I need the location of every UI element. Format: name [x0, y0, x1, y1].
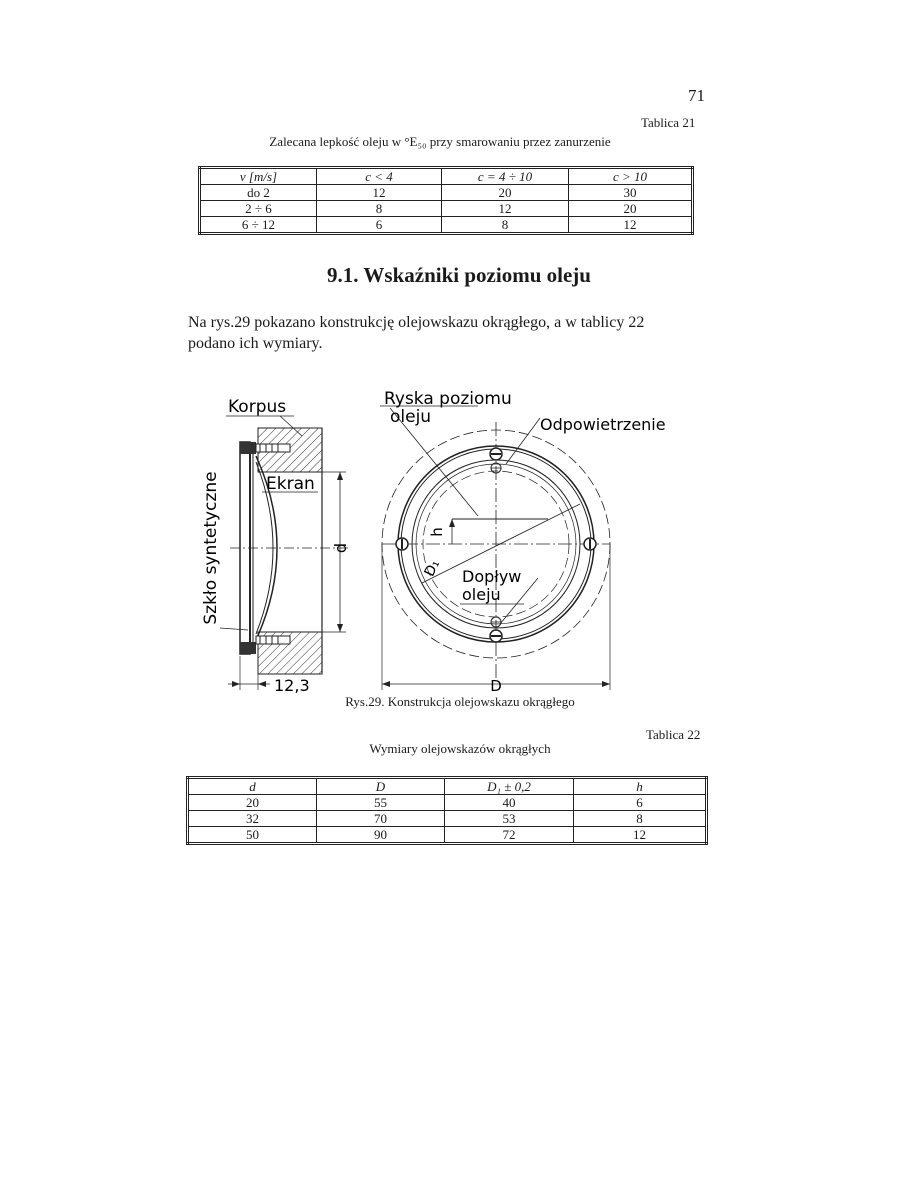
screw-head-left: [396, 538, 408, 550]
table-cell: 12: [574, 827, 707, 844]
screw-head-top: [490, 448, 502, 460]
table-21-caption: Zalecana lepkość oleju w °E₅₀ przy smarowaniu przez zanurzenie: [269, 134, 611, 149]
dim-12-3-label: 12,3: [274, 676, 310, 694]
column-header: D₁ ± 0,2: [445, 778, 574, 795]
figure-oil-gauge-drawing: [190, 378, 710, 694]
table-cell: 20: [442, 185, 569, 201]
table-cell: do 2: [200, 185, 317, 201]
table-cell: 32: [188, 811, 317, 827]
label-korpus: Korpus: [228, 397, 287, 417]
label-ryska-poziomu: Ryska poziomu: [384, 389, 512, 409]
table-cell: 12: [442, 201, 569, 217]
table-22: [186, 776, 708, 845]
table-22-label: Tablica 22: [646, 727, 701, 742]
table-cell: 55: [317, 795, 445, 811]
table-cell: 72: [445, 827, 574, 844]
table-cell: 90: [317, 827, 445, 844]
table-cell: 30: [569, 185, 693, 201]
dim-h-label: h: [428, 527, 446, 537]
column-header: v [m/s]: [200, 168, 317, 185]
table-cell: 6: [574, 795, 707, 811]
label-odpowietrzenie: Odpowietrzenie: [540, 415, 666, 434]
ring-bottom-solid: [240, 642, 256, 654]
dim-d-label: d: [331, 542, 350, 554]
table-row: [200, 185, 693, 201]
figure-caption: Rys.29. Konstrukcja olejowskazu okrągłego: [345, 694, 575, 709]
front-view: [380, 389, 666, 694]
screw-top: [256, 444, 290, 452]
screw-head-right: [584, 538, 596, 550]
label-oleju: oleju: [390, 407, 432, 427]
table-cell: 40: [445, 795, 574, 811]
dim-d1-label: D₁: [421, 557, 444, 580]
table-cell: 8: [442, 217, 569, 234]
dim-D-label: D: [490, 677, 502, 694]
table-22-caption: Wymiary olejowskazów okrągłych: [369, 741, 551, 756]
page-number: 71: [688, 86, 705, 105]
column-header: c < 4: [317, 168, 442, 185]
table-row: [200, 217, 693, 234]
table-header-row: [200, 168, 693, 185]
table-row: [188, 795, 707, 811]
table-header-row: [188, 778, 707, 795]
table-cell: 50: [188, 827, 317, 844]
column-header: d: [188, 778, 317, 795]
section-paragraph: [188, 312, 708, 354]
column-header: D: [317, 778, 445, 795]
table-cell: 8: [574, 811, 707, 827]
table-21: [198, 166, 694, 235]
ring-top-solid: [240, 442, 256, 454]
screw-bottom: [256, 636, 290, 644]
section-heading: 9.1. Wskaźniki poziomu oleju: [327, 263, 591, 287]
paragraph-line: Na rys.29 pokazano konstrukcję olejowskazu okrągłego, a w tablicy 22: [188, 314, 645, 331]
table-cell: 12: [317, 185, 442, 201]
column-header: c = 4 ÷ 10: [442, 168, 569, 185]
label-doplyw: Dopływ: [462, 567, 522, 586]
table-cell: 8: [317, 201, 442, 217]
paragraph-line: podano ich wymiary.: [188, 335, 323, 352]
label-szklo-syntetyczne: Szkło syntetyczne: [201, 471, 221, 625]
table-row: [188, 827, 707, 844]
table-cell: 20: [569, 201, 693, 217]
table-cell: 53: [445, 811, 574, 827]
section-view: [201, 397, 350, 694]
table-cell: 70: [317, 811, 445, 827]
table-row: [200, 201, 693, 217]
table-cell: 20: [188, 795, 317, 811]
label-ekran: Ekran: [266, 474, 315, 494]
table-cell: 12: [569, 217, 693, 234]
table-21-label: Tablica 21: [641, 115, 696, 130]
column-header: h: [574, 778, 707, 795]
screw-head-bottom: [490, 630, 502, 642]
label-doplyw-oleju: oleju: [462, 585, 501, 604]
table-cell: 2 ÷ 6: [200, 201, 317, 217]
table-row: [188, 811, 707, 827]
column-header: c > 10: [569, 168, 693, 185]
table-cell: 6: [317, 217, 442, 234]
table-cell: 6 ÷ 12: [200, 217, 317, 234]
